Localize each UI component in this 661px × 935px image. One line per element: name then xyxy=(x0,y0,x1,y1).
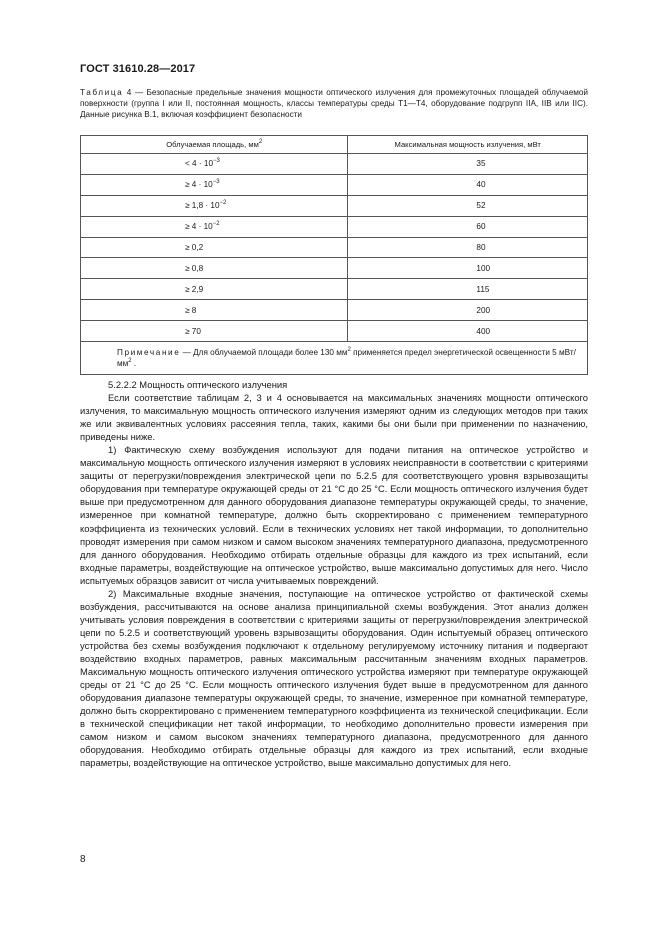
table-row xyxy=(81,300,588,321)
table-row xyxy=(81,258,588,279)
table-header-row xyxy=(81,136,588,154)
note-label: Примечание xyxy=(117,348,181,358)
paragraph: Если соответствие таблицам 2, 3 и 4 основывается на максимальных значениях мощности оптического излучения, то максимальную мощность оптического излучения измеряют одним из следующих методов при таких же или эквивалентных условиях рассеяния тепла, таких, какими бы они были при применении по назначению, приведены ниже. xyxy=(80,392,588,443)
table-caption-label: Таблица xyxy=(80,88,124,97)
power-cell: 40 xyxy=(348,174,588,195)
column-header-power: Максимальная мощность излучения, мВт xyxy=(348,136,588,154)
table-row xyxy=(81,216,588,237)
table-note-row xyxy=(81,342,588,375)
area-cell: ≥ 2,9 xyxy=(81,279,348,300)
table-row xyxy=(81,279,588,300)
power-cell: 35 xyxy=(348,154,588,175)
power-cell: 100 xyxy=(348,258,588,279)
table-caption-text: 4 — Безопасные предельные значения мощности оптического излучения для промежуточных площадей облучаемой поверхности (группа I или II, постоянная мощность, классы температуры среды T1—T4, оборудование подгрупп IIA, IIB или IIC). Данные рисунка В.1, включая коэффициент безопасности xyxy=(80,88,588,120)
power-limits-table xyxy=(80,135,588,375)
area-cell: < $4 \cdot 10^{-3}$ xyxy=(81,154,348,175)
area-cell: ≥ 70 xyxy=(81,321,348,342)
section-heading: 5.2.2.2 Мощность оптического излучения xyxy=(108,379,288,390)
table-row xyxy=(81,174,588,195)
power-cell: 60 xyxy=(348,216,588,237)
power-cell: 200 xyxy=(348,300,588,321)
table-note: Примечание — Для облучаемой площади более 130 $мм^2$ применяется предел энергетической освещенности 5 мВт/$мм^2$ . xyxy=(81,342,588,375)
power-cell: 52 xyxy=(348,195,588,216)
area-cell: ≥ 0,2 xyxy=(81,237,348,258)
body-text xyxy=(80,378,588,769)
power-cell: 400 xyxy=(348,321,588,342)
table-row xyxy=(81,237,588,258)
paragraph: 2) Максимальные входные значения, поступающие на оптическое устройство от фактической схемы возбуждения, рассчитываются на основе анализа принципиальной схемы возбуждения. Этот анализ должен учитывать условия повреждения в соответствии с критериями защиты от перегрузки/повреждения электрической цепи по 5.2.5 и соответствующий уровень взрывозащиты оборудования. Один испытуемый образец оптического устройства без схемы возбуждения подключают к отдельному регулируемому источнику питания и подвергают воздействию входных параметров, равных максимальным рассчитанным значениям входных параметров. Максимальную мощность оптического излучения оптического устройства измеряют при температуре окружающей среды от 21 °C до 25 °C. Если мощность оптического излучения будет выше в предусмотренном для данного оборудования диапазоне температуры окружающей среды, то значение, измеренное при комнатной температуре, должно быть скорректировано с применением температурного коэффициента из технической спецификации. Если в технической спецификации нет такой информации, то необходимо дополнительно провести измерения при самом низком и самом высоком значениях температурного диапазона, предусмотренного для данного оборудования. Необходимо отбирать отдельные образцы для каждого из трех испытаний, если входные параметры, воздействующие на оптическое устройство, выше максимально допустимых для него. xyxy=(80,587,588,769)
table-row xyxy=(81,195,588,216)
area-cell: ≥ 8 xyxy=(81,300,348,321)
area-cell: ≥ $1,8 \cdot 10^{-2}$ xyxy=(81,195,348,216)
page-number: 8 xyxy=(80,854,86,865)
table-caption xyxy=(80,87,588,121)
document-code: ГОСТ 31610.28—2017 xyxy=(80,63,196,75)
paragraph: 1) Фактическую схему возбуждения используют для подачи питания на оптическое устройство и максимальную мощность оптического излучения измеряют в условиях неисправности в соответствии с критериями защиты от перегрузки/повреждения электрической цепи по 5.2.5 для соответствующего уровня взрывозащиты оборудования при температуре окружающей среды от 21 °C до 25 °C. Если мощность оптического излучения будет выше при предусмотренном для данного оборудования диапазоне температуры окружающей среды, то значение, измеренное при комнатной температуре, должно быть скорректировано с применением температурного коэффициента из технических условий. Если в технических условиях нет такой информации, то дополнительно проводят измерения при самом низком и самом высоком значениях температурного диапазона, предусмотренного для данного оборудования. Необходимо отбирать отдельные образцы для каждого из трех испытаний, если входные параметры, воздействующие на оптическое устройство, выше максимально допустимых для него. Число испытуемых образцов зависит от числа учитываемых повреждений. xyxy=(80,444,588,586)
area-cell: ≥ 0,8 xyxy=(81,258,348,279)
power-cell: 80 xyxy=(348,237,588,258)
table-row xyxy=(81,321,588,342)
area-cell: ≥ $4 \cdot 10^{-3}$ xyxy=(81,174,348,195)
column-header-area: Облучаемая площадь, $мм^2$ xyxy=(81,136,348,154)
power-cell: 115 xyxy=(348,279,588,300)
table-row xyxy=(81,154,588,175)
area-cell: ≥ $4 \cdot 10^{-2}$ xyxy=(81,216,348,237)
